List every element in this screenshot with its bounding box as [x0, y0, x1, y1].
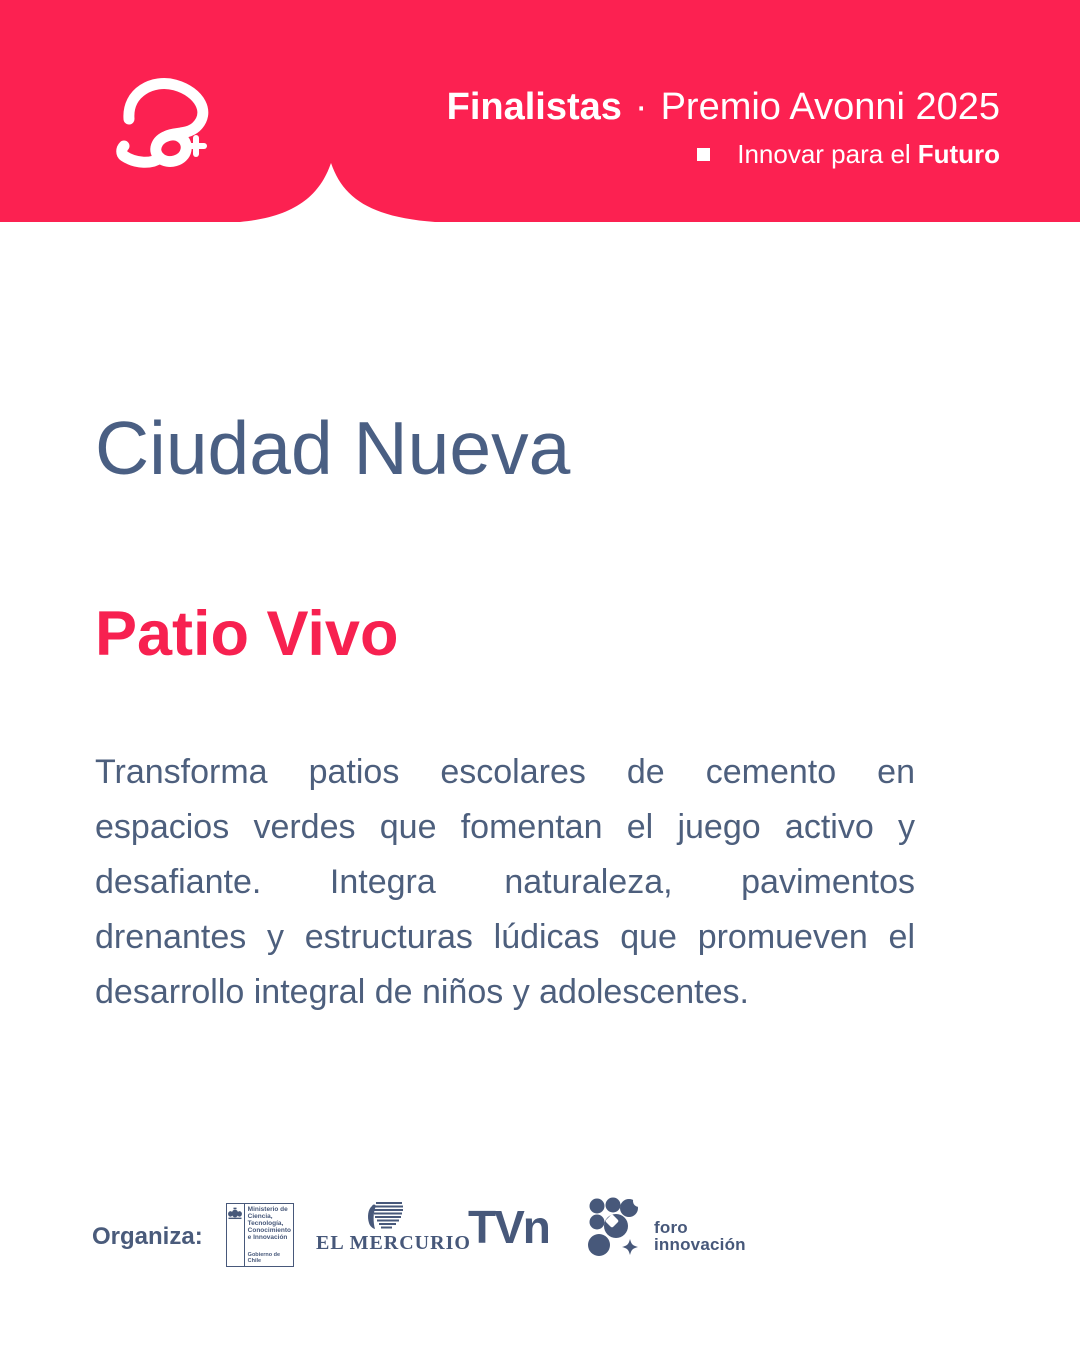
description-line: desafiante. Integra naturaleza, pavimentos	[95, 863, 915, 901]
header-band	[0, 0, 1080, 222]
avonni-logo-icon	[108, 72, 218, 172]
mercurio-head-icon	[362, 1201, 406, 1231]
header-text-block	[447, 84, 1000, 170]
header-tagline	[447, 138, 1000, 170]
foro-wordmark-line1: foro	[654, 1218, 688, 1237]
category-title: Ciudad Nueva	[95, 406, 571, 490]
sparkle-icon	[622, 1239, 638, 1255]
header-notch	[240, 158, 435, 222]
square-bullet-icon	[697, 148, 710, 161]
footer-organizers	[0, 1195, 1080, 1285]
description-line: espacios verdes que fomentan el juego activo y	[95, 808, 915, 846]
header-tagline-bold: Futuro	[917, 139, 1000, 169]
description-line: Transforma patios escolares de cemento en	[95, 753, 915, 791]
el-mercurio-logo	[316, 1201, 471, 1255]
ministerio-text-cell	[245, 1204, 293, 1266]
ministerio-gobierno-text: Gobierno de Chile	[247, 1252, 281, 1264]
coat-of-arms-icon	[227, 1207, 243, 1220]
header-title-regular: Premio Avonni 2025	[660, 86, 1000, 128]
organiza-label: Organiza:	[92, 1223, 203, 1250]
description-line: desarrollo integral de niños y adolescentes.	[95, 973, 749, 1011]
tvn-logo: TVn	[468, 1201, 549, 1253]
mercurio-wordmark: EL MERCURIO	[316, 1232, 471, 1254]
header-tagline-regular: Innovar para el	[737, 139, 911, 169]
foro-innovacion-logo	[583, 1197, 746, 1259]
header-title-separator: ·	[634, 86, 648, 128]
description-paragraph	[95, 745, 915, 1020]
foro-dots-icon	[583, 1197, 643, 1259]
ministerio-ciencia-logo	[226, 1203, 294, 1267]
header-title-bold: Finalistas	[446, 86, 622, 128]
ministerio-emblem-cell	[227, 1204, 245, 1266]
foro-wordmark	[654, 1219, 746, 1259]
description-line: drenantes y estructuras lúdicas que promueven el	[95, 918, 915, 956]
ministerio-name-text: Ministerio de Ciencia, Tecnología, Conocimiento e Innovación	[247, 1206, 292, 1241]
finalist-name: Patio Vivo	[95, 599, 399, 669]
header-title	[447, 84, 1000, 130]
foro-wordmark-line2: innovación	[654, 1235, 746, 1254]
